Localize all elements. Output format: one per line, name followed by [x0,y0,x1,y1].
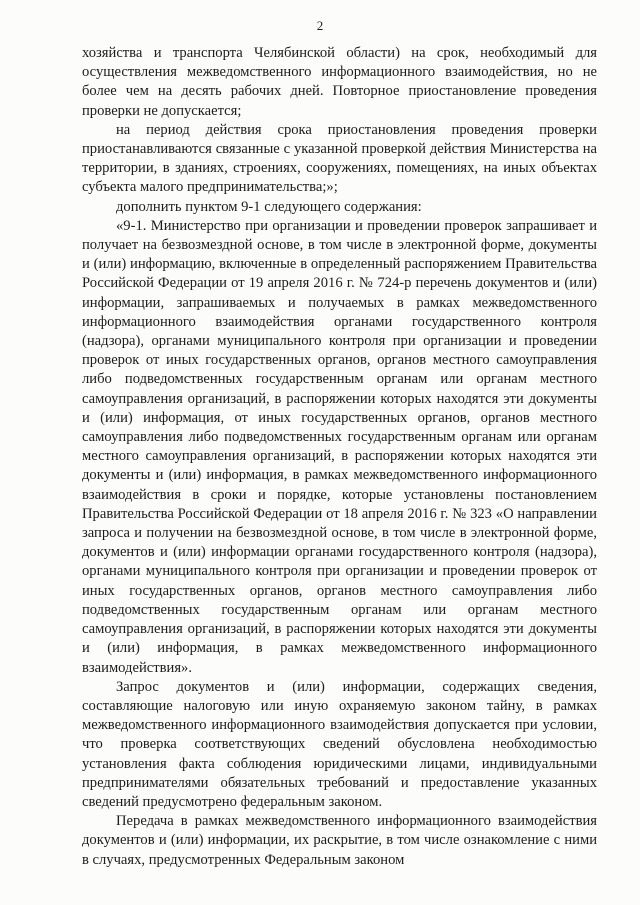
page-number: 2 [316,18,324,33]
paragraph-6: Передача в рамках межведомственного информационного взаимодействия документов и (или) информации, их раскрытие, в том числе ознакомление с ними в случаях, предусмотренных Федеральным законом [82,813,597,868]
paragraph-5: Запрос документов и (или) информации, содержащих сведения, составляющие налоговую или иную охраняемую законом тайну, в рамках межведомственного информационного взаимодействия допускается при условии, что проверка соответствующих сведений обусловлена необходимостью установления факта соблюдения юридическими лицами, индивидуальными предпринимателями обязательных требований и предоставление указанных сведений предусмотрено федеральным законом. [82,678,597,810]
document-body [82,44,597,870]
paragraph-2: на период действия срока приостановления проведения проверки приостанавливаются связанные с указанной проверкой действия Министерства на территории, в зданиях, строениях, сооружениях, помещениях, на иных объектах субъекта малого предпринимательства;»; [82,121,597,196]
paragraph-3: дополнить пунктом 9-1 следующего содержания: [116,198,422,215]
paragraph-1: хозяйства и транспорта Челябинской области) на срок, необходимый для осуществления межведомственного информационного взаимодействия, но не более чем на десять рабочих дней. Повторное приостановление проведения проверки не допускается; [82,45,597,119]
paragraph-4: «9-1. Министерство при организации и проведении проверок запрашивает и получает на безвозмездной основе, в том числе в электронной форме, документы и (или) информацию, включенные в определенный распоряжением Правительства Российской Федерации от 19 апреля 2016 г. № 724-р перечень документов и (или) информации, запрашиваемых и получаемых в рамках межведомственного информационного взаимодействия органами государственного контроля (надзора), органами муниципального контроля при организации и проведении проверок от иных государственных органов, органов местного самоуправления либо подведомственных государственным органам или органам местного самоуправления организаций, в распоряжении которых находятся эти документы и (или) информация, от иных государственных органов, органов местного самоуправления либо подведомственных государственным органам или органам местного самоуправления организаций, в распоряжении которых находятся эти документы и (или) информация, в рамках межведомственного информационного взаимодействия в сроки и порядке, которые установлены постановлением Правительства Российской Федерации от 18 апреля 2016 г. № 323 «О направлении запроса и получении на безвозмездной основе, в том числе в электронной форме, документов и (или) информации органами государственного контроля (надзора), органами муниципального контроля при организации и проведении проверок от иных государственных органов, органов местного самоуправления либо подведомственных государственным органам или органам местного самоуправления организаций, в распоряжении которых находятся эти документы и (или) информация, в рамках межведомственного информационного взаимодействия». [82,217,597,676]
